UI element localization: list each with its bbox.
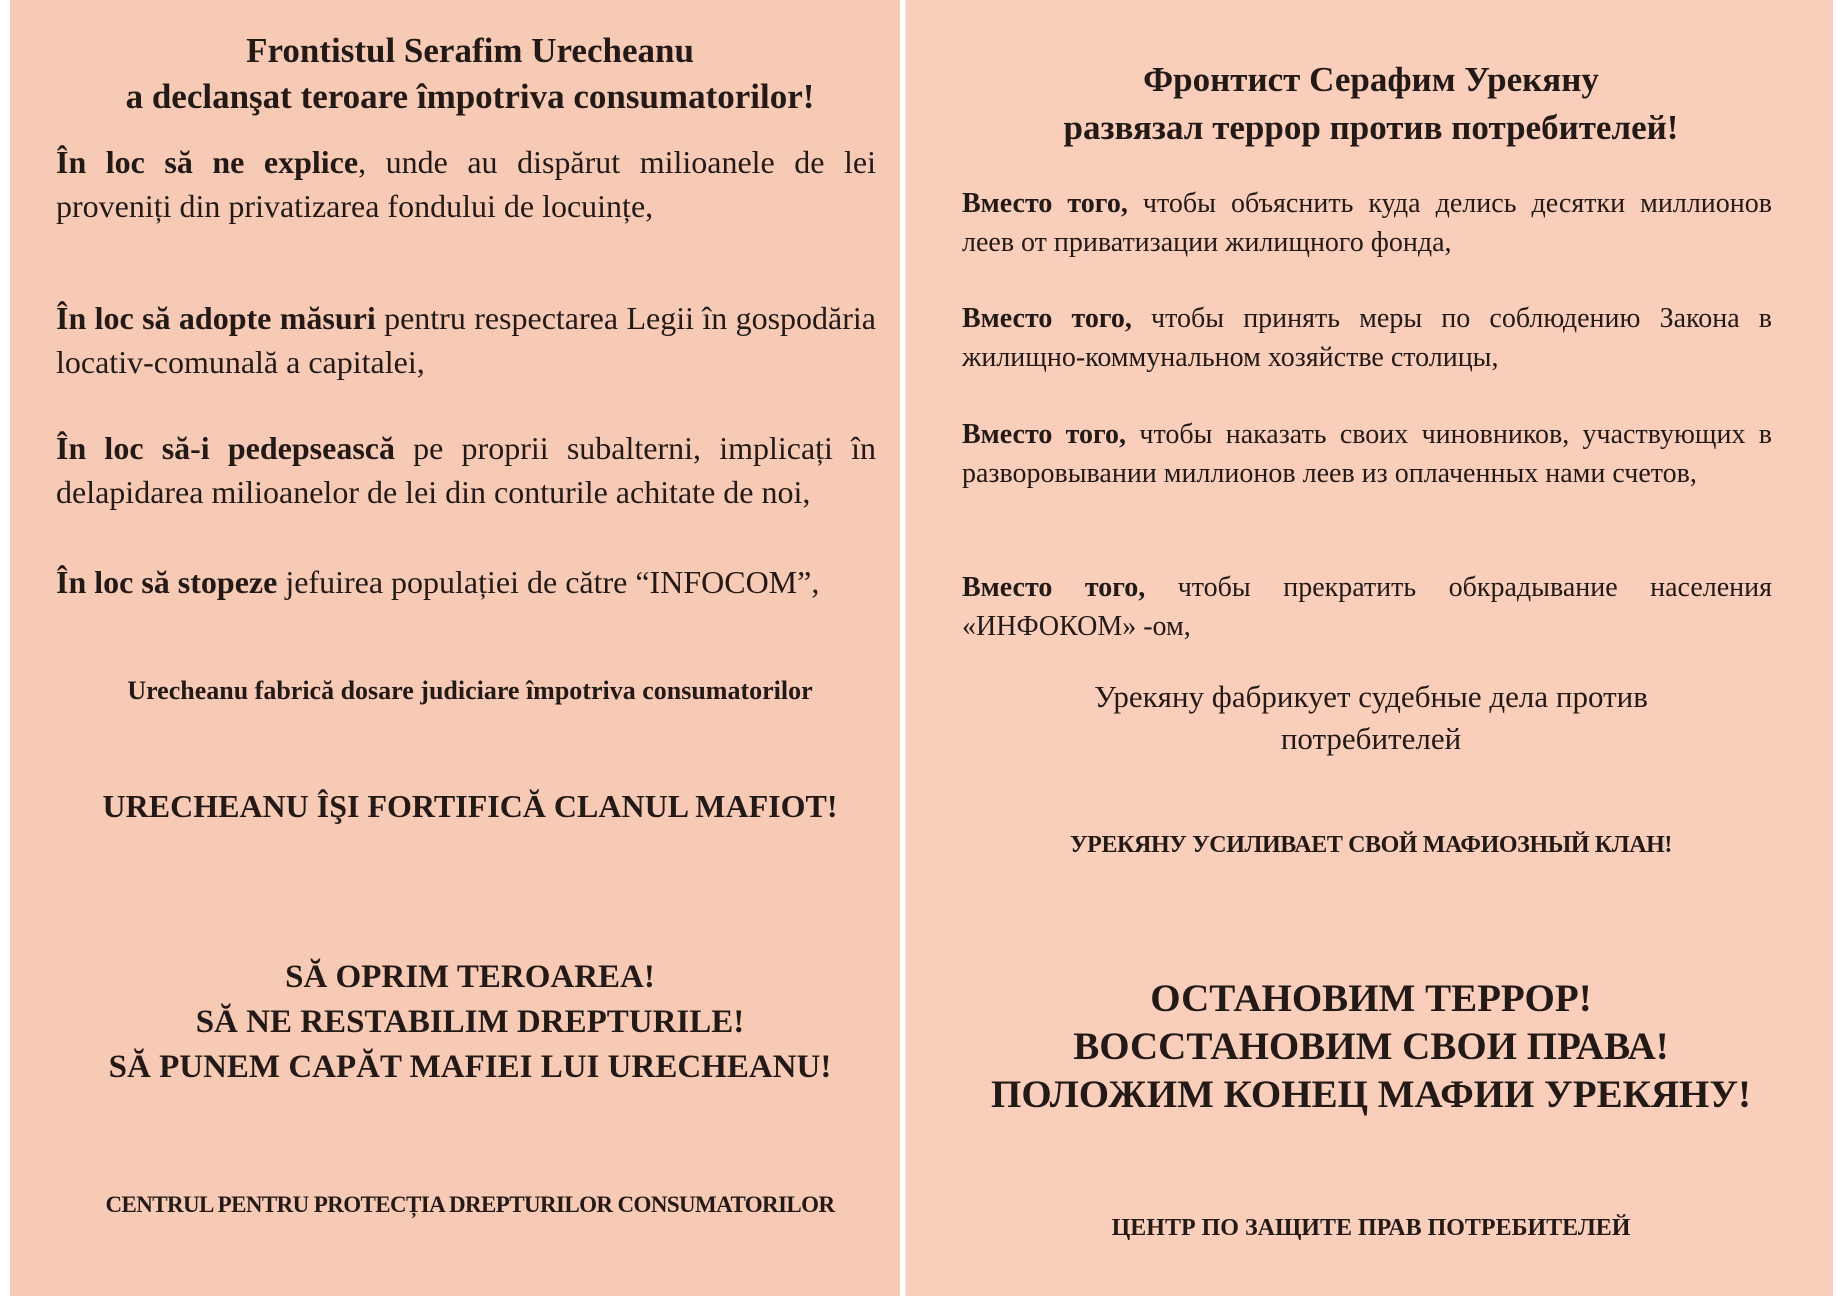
romanian-paragraph-text: , unde au dispărut milioanele de lei proveniți din privatizarea fondului de locuințe, [56,144,877,224]
romanian-paragraph-lead: În loc să ne explice [56,144,359,180]
romanian-paragraph-3 [56,426,876,514]
russian-subtitle-line-2: потребителей [1280,721,1462,756]
romanian-paragraph-lead: În loc să stopeze [56,564,278,600]
russian-paragraph-text: чтобы принять меры по соблюдению Закона в жилищно-коммунальном хозяйстве столицы, [962,303,1772,373]
russian-call-1: ОСТАНОВИМ ТЕРРОР! [1150,977,1592,1020]
romanian-subtitle: Urecheanu fabrică dosare judiciare împotriva consumatorilor [127,676,813,705]
russian-paragraph-lead: Вместо того, [962,188,1128,219]
russian-title-line-2: развязал террор против потребителей! [1063,108,1679,147]
romanian-footer-organization: CENTRUL PENTRU PROTECȚIA DREPTURILOR CONSUMATORILOR [105,1192,835,1217]
russian-footer-organization: ЦЕНТР ПО ЗАЩИТЕ ПРАВ ПОТРЕБИТЕЛЕЙ [1111,1215,1631,1241]
russian-slogan: УРЕКЯНУ УСИЛИВАЕТ СВОЙ МАФИОЗНЫЙ КЛАН! [1069,832,1673,858]
romanian-paragraph-text: jefuirea populației de către “INFOCOM”, [277,564,820,600]
russian-paragraph-4 [962,568,1772,646]
romanian-paragraph-lead: În loc să-i pedepsească [56,430,395,466]
romanian-paragraph-text: pentru respectarea Legii în gospodăria locativ-comunală a capitalei, [56,300,877,380]
russian-paragraph-lead: Вместо того, [962,419,1127,450]
russian-paragraph-3 [962,415,1772,493]
romanian-paragraph-text: pe proprii subalterni, implicați în delapidarea milioanelor de lei din conturile achitate de noi, [56,430,877,510]
romanian-title [50,28,890,120]
romanian-paragraph-lead: În loc să adopte măsuri [56,300,376,336]
romanian-slogan: URECHEANU ÎŞI FORTIFICĂ CLANUL MAFIOT! [102,788,838,824]
romanian-call-1: SĂ OPRIM TEROAREA! [285,959,655,995]
romanian-paragraph-1 [56,140,876,228]
russian-paragraph-text: чтобы объяснить куда делись десятки миллионов леев от приватизации жилищного фонда, [962,188,1772,258]
russian-paragraph-lead: Вместо того, [962,572,1146,603]
romanian-title-line-1: Frontistul Serafim Urecheanu [246,31,694,70]
russian-paragraph-1 [962,184,1772,262]
russian-title-line-1: Фронтист Серафим Урекяну [1143,60,1599,99]
russian-paragraph-lead: Вместо того, [962,303,1132,334]
romanian-title-line-2: a declanşat teroare împotriva consumatorilor! [125,77,815,116]
leaflet-russian-page [905,0,1833,1296]
romanian-paragraph-2 [56,296,876,384]
russian-title [937,56,1805,152]
russian-paragraph-text: чтобы прекратить обкрадывание населения «ИНФОКОМ» -ом, [962,572,1773,642]
romanian-call-3: SĂ PUNEM CAPĂT MAFIEI LUI URECHEANU! [108,1049,832,1085]
russian-subtitle [937,676,1805,760]
russian-calls-to-action [937,975,1805,1119]
russian-paragraph-2 [962,299,1772,377]
romanian-call-2: SĂ NE RESTABILIM DREPTURILE! [195,1004,745,1040]
russian-call-2: ВОССТАНОВИМ СВОИ ПРАВА! [1073,1025,1669,1068]
russian-subtitle-line-1: Урекяну фабрикует судебные дела против [1094,679,1648,714]
romanian-calls-to-action [50,955,890,1090]
romanian-paragraph-4 [56,560,876,604]
leaflet-romanian-page [10,0,900,1296]
russian-call-3: ПОЛОЖИМ КОНЕЦ МАФИИ УРЕКЯНУ! [991,1073,1751,1116]
russian-paragraph-text: чтобы наказать своих чиновников, участвующих в разворовывании миллионов леев из оплаченных нами счетов, [962,419,1772,489]
